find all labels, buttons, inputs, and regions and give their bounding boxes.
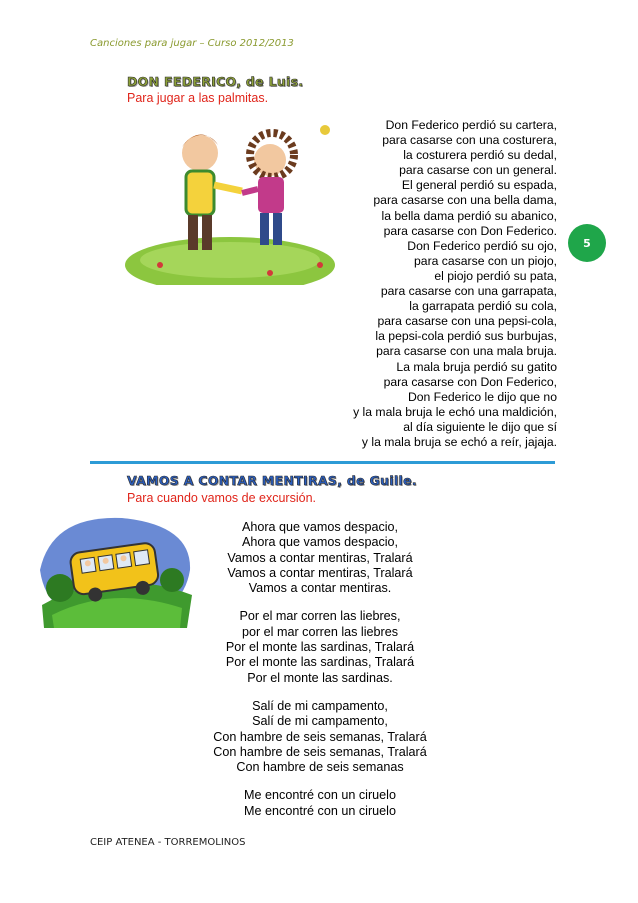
lyrics-stanza [180, 788, 460, 819]
lyrics-line: para casarse con una bella dama, [373, 193, 557, 208]
lyrics-line: la bella dama perdió su abanico, [381, 208, 557, 223]
lyrics-stanza [180, 699, 460, 775]
lyrics-line: Con hambre de seis semanas, Tralará [213, 729, 427, 744]
lyrics-line: Por el monte las sardinas, Tralará [225, 640, 415, 655]
school-bus-illustration [32, 510, 197, 635]
lyrics-line: para casarse con un general. [399, 163, 557, 178]
lyrics-line: Me encontré con un ciruelo [244, 803, 396, 818]
lyrics-line: para casarse con una pepsi-cola, [377, 314, 557, 329]
lyrics-line: El general perdió su espada, [401, 178, 557, 193]
lyrics-line: Salí de mi campamento, [252, 698, 388, 713]
lyrics-line: Con hambre de seis semanas, Tralará [213, 744, 427, 759]
lyrics-line: la garrapata perdió su cola, [409, 299, 557, 314]
document-footer: CEIP ATENEA - TORREMOLINOS [90, 837, 246, 848]
lyrics-stanza [180, 609, 460, 685]
lyrics-line: para casarse con una mala bruja. [376, 344, 557, 359]
lyrics-line: Con hambre de seis semanas [236, 760, 404, 775]
lyrics-line: para casarse con Don Federico, [383, 374, 557, 389]
lyrics-line: Don Federico le dijo que no [407, 389, 557, 404]
song-lyrics-vamos-a-contar-mentiras [180, 520, 460, 832]
lyrics-line: al día siguiente le dijo que sí [403, 419, 557, 434]
lyrics-line: para casarse con un piojo, [414, 253, 557, 268]
lyrics-line: y la mala bruja se echó a reír, jajaja. [361, 434, 557, 449]
lyrics-line: la pepsi-cola perdió sus burbujas, [375, 329, 557, 344]
lyrics-line: La mala bruja perdió su gatito [396, 359, 557, 374]
lyrics-line: Don Federico perdió su cartera, [385, 118, 557, 132]
lyrics-line: el piojo perdió su pata, [434, 268, 557, 283]
song-subtitle-vamos-a-contar-mentiras: Para cuando vamos de excursión. [127, 491, 316, 505]
lyrics-line: para casarse con Don Federico. [383, 223, 557, 238]
lyrics-stanza [180, 520, 460, 596]
lyrics-line: Ahora que vamos despacio, [241, 520, 399, 534]
lyrics-line: Por el mar corren las liebres, [239, 609, 401, 624]
song-title-vamos-a-contar-mentiras: VAMOS A CONTAR MENTIRAS, de Guille. [127, 473, 417, 488]
song-title-don-federico: DON FEDERICO, de Luis. [127, 74, 304, 89]
lyrics-line: Salí de mi campamento, [252, 714, 388, 729]
lyrics-line: y la mala bruja le echó una maldición, [353, 404, 557, 419]
section-divider [90, 461, 555, 464]
lyrics-line: Me encontré con un ciruelo [244, 788, 396, 803]
lyrics-line: la costurera perdió su dedal, [403, 148, 557, 163]
page-number-badge: 5 [568, 224, 606, 262]
song-subtitle-don-federico: Para jugar a las palmitas. [127, 91, 269, 105]
lyrics-line: por el mar corren las liebres [241, 624, 399, 639]
lyrics-line: para casarse con una garrapata, [380, 284, 557, 299]
lyrics-line: para casarse con una costurera, [382, 133, 557, 148]
document-header: Canciones para jugar – Curso 2012/2013 [90, 38, 294, 49]
lyrics-line: Vamos a contar mentiras, Tralará [227, 550, 413, 565]
song-lyrics-don-federico [297, 118, 557, 463]
lyrics-line: Ahora que vamos despacio, [241, 535, 399, 550]
lyrics-stanza [297, 118, 557, 450]
lyrics-line: Por el monte las sardinas. [247, 670, 393, 685]
lyrics-line: Por el monte las sardinas, Tralará [225, 655, 415, 670]
lyrics-line: Vamos a contar mentiras, Tralará [227, 565, 413, 580]
lyrics-line: Vamos a contar mentiras. [248, 581, 392, 596]
lyrics-line: Don Federico perdió su ojo, [407, 238, 557, 253]
